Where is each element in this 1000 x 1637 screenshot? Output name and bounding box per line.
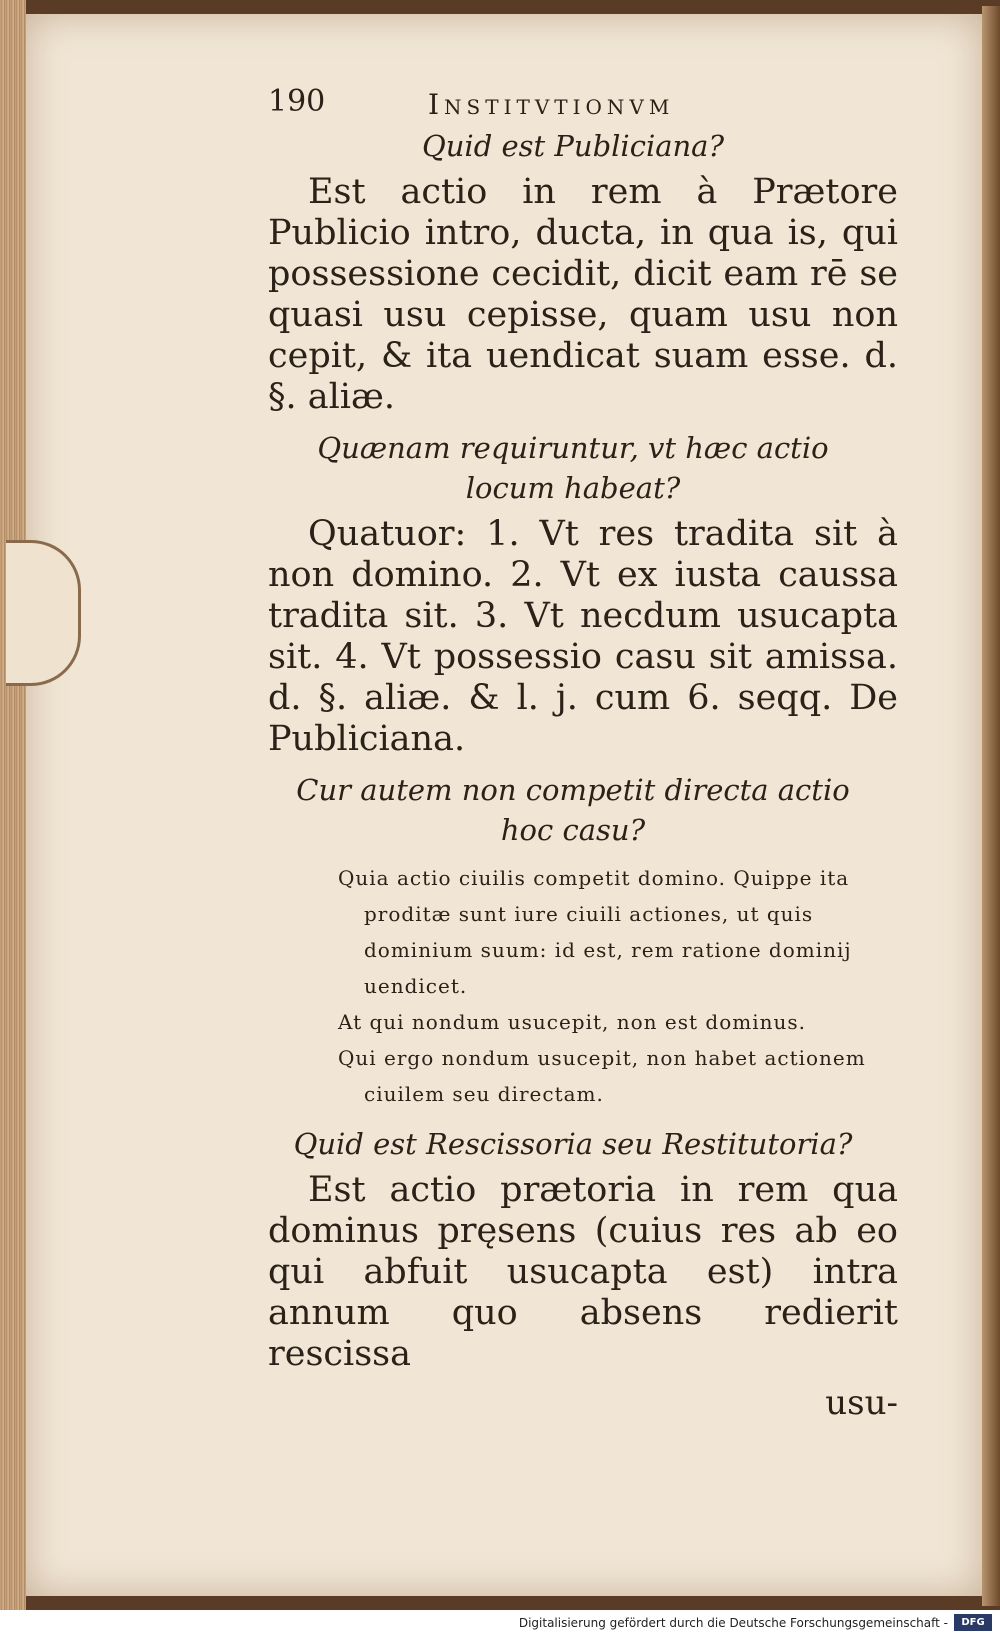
question-directa-actio: Cur autem non competit directa actio hoc casu?	[296, 773, 850, 847]
running-head	[248, 80, 898, 126]
question-requirements: Quænam requiruntur, vt hæc actio locum habeat?	[317, 431, 829, 505]
answer-requirements: Quatuor: 1. Vt res tradita sit à non domino. 2. Vt ex iusta caussa tradita sit. 3. Vt necdum usucapta sit. 4. Vt possessio casu sit amissa. d. §. aliæ. & l. j. cum 6. seqq. De Publiciana.	[268, 514, 898, 759]
running-title: Institvtionvm	[428, 88, 675, 121]
syllogism-major: Quia actio ciuilis competit domino. Quippe ita proditæ sunt iure ciuili actiones, ut quis dominium suum: id est, rem ratione dominij uendicet.	[338, 866, 852, 998]
page-text-block	[248, 80, 898, 1423]
question-publiciana: Quid est Publiciana?	[421, 129, 725, 163]
digitization-footer	[0, 1610, 1000, 1637]
catchword: usu-	[825, 1383, 898, 1423]
syllogism-conclusion: Qui ergo nondum usucepit, non habet actionem ciuilem seu directam.	[338, 1046, 866, 1106]
book-fore-edge	[0, 0, 26, 1610]
answer-rescissoria: Est actio prætoria in rem qua dominus pręsens (cuius res ab eo qui abfuit usucapta est) intra annum quo absens redierit rescissa	[268, 1170, 898, 1374]
answer-publiciana: Est actio in rem à Prætore Publicio intro, ducta, in qua is, qui possessione cecidit, dicit eam rē se quasi usu cepisse, quam usu non cepit, & ita uendicat suam esse. d. §. aliæ.	[268, 172, 898, 417]
syllogism-minor: At qui nondum usucepit, non est dominus.	[338, 1010, 806, 1034]
page-edge-tab	[6, 540, 81, 686]
book-gutter-edge	[982, 6, 1000, 1606]
answer-directa-actio	[338, 860, 898, 1112]
dfg-logo-icon: DFG	[954, 1614, 992, 1631]
page-number: 190	[268, 84, 326, 119]
question-rescissoria: Quid est Rescissoria seu Restitutoria?	[293, 1127, 853, 1161]
digitization-credit: Digitalisierung gefördert durch die Deutsche Forschungsgemeinschaft -	[518, 1616, 948, 1630]
